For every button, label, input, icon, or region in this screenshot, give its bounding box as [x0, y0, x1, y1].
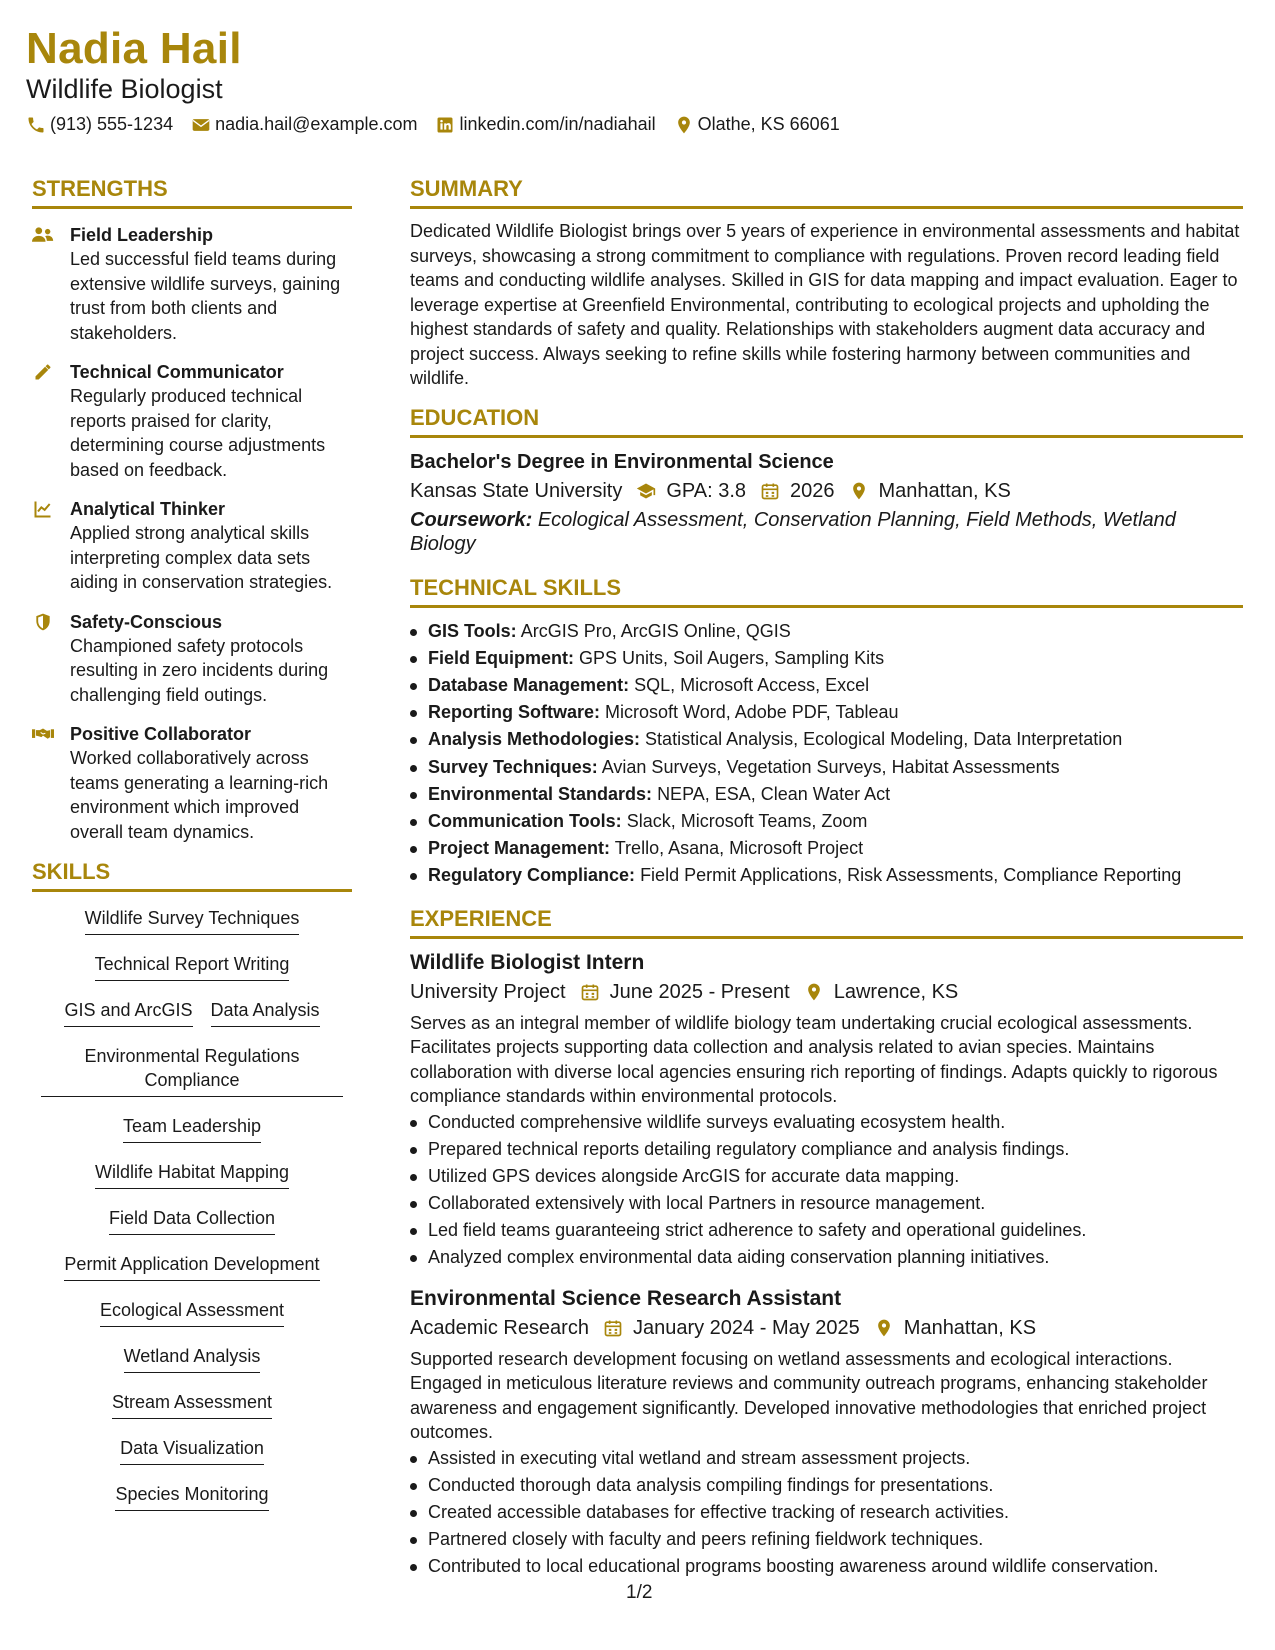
org-text: Academic Research: [410, 1316, 589, 1339]
skill-label: Analysis Methodologies:: [428, 729, 641, 750]
envelope-icon: [191, 115, 211, 135]
education-meta: [410, 476, 1243, 506]
skill-label: Project Management:: [428, 838, 611, 859]
skill-tag: Wildlife Habitat Mapping: [95, 1160, 289, 1189]
skill-label: Communication Tools:: [428, 810, 622, 831]
skill-tag: Data Visualization: [120, 1436, 264, 1465]
gpa-item: [636, 476, 746, 506]
skill-label: Database Management:: [428, 674, 630, 695]
year-item: [760, 476, 835, 506]
shield-icon: [32, 610, 70, 708]
job-title: Wildlife Biologist Intern: [410, 950, 645, 974]
handshake-icon: [32, 722, 70, 844]
list-item: [410, 645, 1243, 672]
skill-label: Survey Techniques:: [428, 756, 598, 777]
skill-tag: Stream Assessment: [112, 1390, 272, 1419]
skill-tag: Wildlife Survey Techniques: [85, 906, 300, 935]
list-item: Partnered closely with faculty and peers refining fieldwork techniques.: [410, 1526, 1243, 1553]
coursework-label: Coursework:: [410, 508, 533, 531]
chart-line-icon: [32, 497, 70, 595]
strength-desc: Led successful field teams during extensive wildlife surveys, gaining trust from both clients and stakeholders.: [70, 249, 341, 343]
skill-label: Regulatory Compliance:: [428, 865, 636, 886]
job-dates: [603, 1313, 860, 1343]
dates-text: January 2024 - May 2025: [632, 1316, 860, 1339]
linkedin-icon: [435, 115, 455, 135]
map-pin-icon: [674, 115, 694, 135]
list-item: [410, 808, 1243, 835]
strength-title: Safety-Conscious: [70, 611, 223, 632]
skill-value: SQL, Microsoft Access, Excel: [634, 674, 870, 695]
list-item: Conducted comprehensive wildlife surveys evaluating ecosystem health.: [410, 1109, 1243, 1136]
edu-location-item: [849, 476, 1011, 506]
strength-title: Positive Collaborator: [70, 724, 252, 744]
skill-value: Microsoft Word, Adobe PDF, Tableau: [605, 702, 899, 723]
job-description: Serves as an integral member of wildlife biology team undertaking crucial ecological assessments. Facilitates projects supporting data collection and analysis related to avian species. Maintains collaboration with diverse local agencies ensuring rich reporting of findings. Adapts quickly to rigorous compliance standards within environmental protocols.: [410, 1012, 1218, 1107]
strength-desc: Regularly produced technical reports praised for clarity, determining course adjustments based on feedback.: [70, 386, 326, 480]
candidate-title: Wildlife Biologist: [26, 74, 223, 104]
list-item: Created accessible databases for effective tracking of research activities.: [410, 1499, 1243, 1526]
job-location: [804, 977, 959, 1007]
list-item: Utilized GPS devices alongside ArcGIS for accurate data mapping.: [410, 1163, 1243, 1190]
job-bullets: [410, 1109, 1243, 1271]
strength-item: [32, 610, 352, 708]
coursework: [410, 508, 1243, 557]
phone-text: (913) 555-1234: [50, 114, 174, 134]
strength-item: [32, 360, 352, 482]
job-meta: [410, 1313, 1243, 1343]
map-pin-icon: [874, 1318, 894, 1338]
location-text: Olathe, KS 66061: [697, 114, 840, 134]
list-item: [410, 754, 1243, 781]
contact-bar: [26, 114, 858, 135]
list-item: Conducted thorough data analysis compiling findings for presentations.: [410, 1472, 1243, 1499]
skill-value: GPS Units, Soil Augers, Sampling Kits: [579, 647, 885, 668]
users-icon: [32, 223, 70, 345]
technical-skills-heading: TECHNICAL SKILLS: [410, 575, 1243, 608]
list-item: [410, 835, 1243, 862]
left-column: [32, 176, 352, 1528]
skill-value: Statistical Analysis, Ecological Modeling, Data Interpretation: [645, 729, 1123, 750]
contact-location: [674, 114, 840, 135]
job-description: Supported research development focusing on wetland assessments and ecological interactions. Engaged in meticulous literature reviews and community outreach programs, enhancing stakeholder awareness and engagement significantly. Developed innovative methodologies that enriched project outcomes.: [410, 1348, 1208, 1443]
job-dates: [580, 977, 790, 1007]
strength-item: [32, 223, 352, 345]
skill-value: Avian Surveys, Vegetation Surveys, Habitat Assessments: [601, 756, 1060, 777]
skill-label: Field Equipment:: [428, 647, 574, 668]
list-item: [410, 726, 1243, 753]
job-org: [410, 977, 566, 1007]
degree-title: Bachelor's Degree in Environmental Science: [410, 450, 834, 473]
calendar-icon: [580, 982, 600, 1002]
skills-heading: SKILLS: [32, 859, 352, 892]
pencil-icon: [32, 360, 70, 482]
school-name: [410, 476, 622, 506]
skill-tag: Field Data Collection: [109, 1206, 275, 1235]
job-location: [874, 1313, 1036, 1343]
strength-desc: Applied strong analytical skills interpreting complex data sets aiding in conservation strategies.: [70, 523, 333, 592]
strengths-list: [32, 223, 352, 844]
org-text: University Project: [410, 980, 566, 1003]
job-bullets: [410, 1445, 1243, 1580]
list-item: [410, 618, 1243, 645]
phone-icon: [26, 115, 46, 135]
strength-title: Technical Communicator: [70, 362, 284, 382]
contact-linkedin[interactable]: [435, 114, 655, 135]
skill-tag: GIS and ArcGIS: [64, 998, 192, 1027]
summary-heading: SUMMARY: [410, 176, 1243, 209]
education-heading: EDUCATION: [410, 405, 1243, 438]
job-org: [410, 1313, 589, 1343]
list-item: Assisted in executing vital wetland and stream assessment projects.: [410, 1445, 1243, 1472]
job-location-text: Lawrence, KS: [833, 980, 959, 1003]
list-item: [410, 781, 1243, 808]
skill-value: Slack, Microsoft Teams, Zoom: [626, 810, 868, 831]
coursework-text: Ecological Assessment, Conservation Planning, Field Methods, Wetland Biology: [410, 508, 1176, 555]
list-item: Prepared technical reports detailing regulatory compliance and analysis findings.: [410, 1136, 1243, 1163]
school-text: Kansas State University: [410, 479, 623, 502]
page-number: 1/2: [626, 1582, 653, 1603]
skills-list: [32, 906, 352, 1528]
contact-phone[interactable]: [26, 114, 173, 135]
map-pin-icon: [804, 982, 824, 1002]
skill-value: Field Permit Applications, Risk Assessments, Compliance Reporting: [640, 865, 1182, 886]
job-meta: [410, 977, 1243, 1007]
skill-label: Reporting Software:: [428, 702, 601, 723]
skill-tag: Technical Report Writing: [95, 952, 290, 981]
strength-item: [32, 722, 352, 844]
strength-title: Field Leadership: [70, 225, 214, 245]
contact-email[interactable]: [191, 114, 417, 135]
list-item: Led field teams guaranteeing strict adherence to safety and operational guidelines.: [410, 1217, 1243, 1244]
skill-tag: Permit Application Development: [64, 1252, 319, 1281]
skill-value: NEPA, ESA, Clean Water Act: [657, 783, 891, 804]
job-location-text: Manhattan, KS: [903, 1316, 1037, 1339]
graduation-cap-icon: [636, 481, 656, 501]
dates-text: June 2025 - Present: [609, 980, 790, 1003]
list-item: Analyzed complex environmental data aiding conservation planning initiatives.: [410, 1244, 1243, 1271]
skill-tag: Ecological Assessment: [100, 1298, 284, 1327]
strength-desc: Championed safety protocols resulting in zero incidents during challenging field outings.: [70, 635, 329, 705]
summary-text: Dedicated Wildlife Biologist brings over 5 years of experience in environmental assessments and habitat surveys, showcasing a strong commitment to compliance with regulations. Proven record leading field teams and conducting wildlife analyses. Skilled in GIS for data mapping and impact evaluation. Eager to leverage expertise at Greenfield Environmental, contributing to ecological projects and upholding the highest standards of safety and quality. Relationships with stakeholders augment data accuracy and project success. Always seeking to refine skills while fostering harmony between communities and wildlife.: [410, 221, 1240, 388]
list-item: [410, 672, 1243, 699]
technical-skills-list: [410, 618, 1243, 890]
experience-heading: EXPERIENCE: [410, 906, 1243, 939]
map-pin-icon: [849, 481, 869, 501]
skill-tag: Environmental Regulations Compliance: [41, 1044, 343, 1097]
skill-value: Trello, Asana, Microsoft Project: [614, 838, 864, 859]
skill-tag: Wetland Analysis: [124, 1344, 261, 1373]
calendar-icon: [760, 481, 780, 501]
skill-tag: Data Analysis: [211, 998, 320, 1027]
strengths-heading: STRENGTHS: [32, 176, 352, 209]
calendar-icon: [603, 1318, 623, 1338]
year-text: 2026: [790, 479, 835, 502]
skill-label: GIS Tools:: [428, 620, 517, 641]
job-entry: [410, 1285, 1243, 1580]
linkedin-text: linkedin.com/in/nadiahail: [459, 114, 656, 134]
edu-location-text: Manhattan, KS: [878, 479, 1011, 502]
skill-value: ArcGIS Pro, ArcGIS Online, QGIS: [520, 620, 791, 641]
strength-item: [32, 497, 352, 595]
right-column: [410, 176, 1243, 1580]
skill-tag: Team Leadership: [123, 1114, 261, 1143]
list-item: Contributed to local educational programs boosting awareness around wildlife conservation.: [410, 1553, 1243, 1580]
job-entry: [410, 949, 1243, 1271]
job-title: Environmental Science Research Assistant: [410, 1286, 842, 1310]
skill-tag: Species Monitoring: [115, 1482, 268, 1511]
strength-desc: Worked collaboratively across teams generating a learning-rich environment which improved overall team dynamics.: [70, 748, 329, 842]
strength-title: Analytical Thinker: [70, 499, 226, 519]
email-text: nadia.hail@example.com: [215, 114, 418, 134]
candidate-name: Nadia Hail: [26, 24, 242, 73]
gpa-text: GPA: 3.8: [666, 479, 746, 502]
list-item: [410, 862, 1243, 889]
skill-label: Environmental Standards:: [428, 783, 653, 804]
list-item: [410, 699, 1243, 726]
list-item: Collaborated extensively with local Partners in resource management.: [410, 1190, 1243, 1217]
